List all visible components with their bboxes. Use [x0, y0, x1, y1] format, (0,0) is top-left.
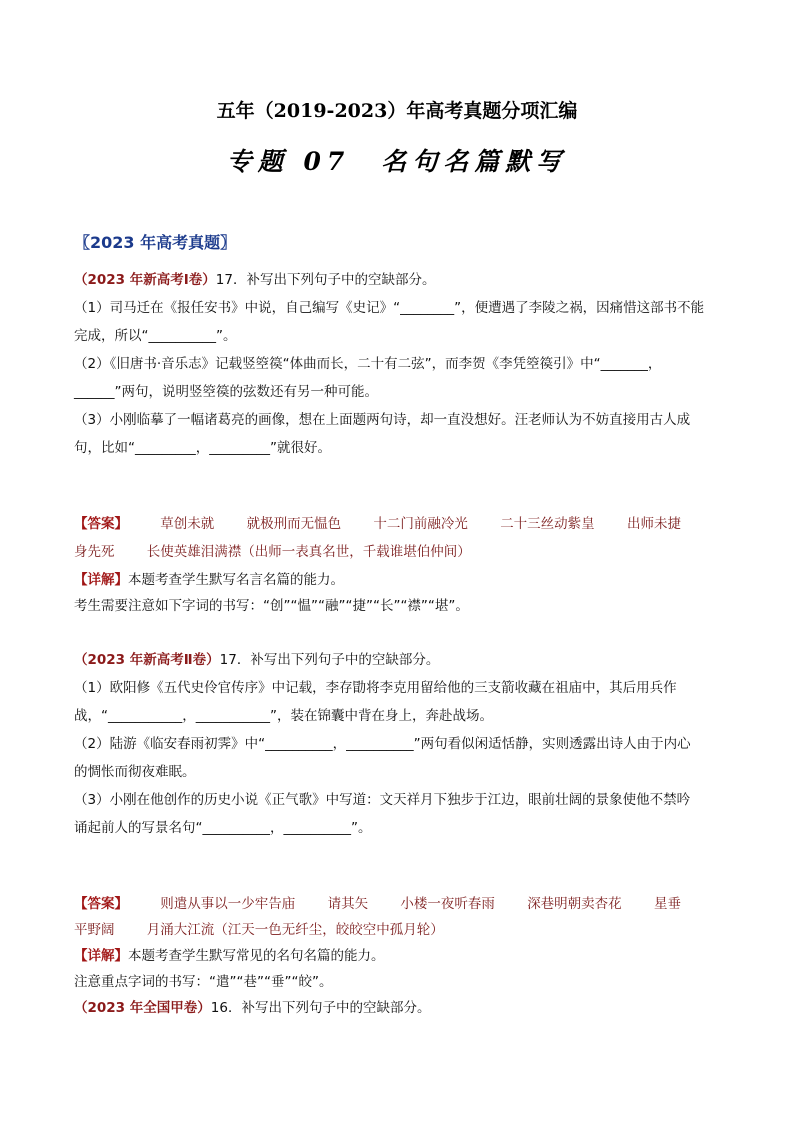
- answer-item: 请其矢: [327, 896, 369, 912]
- question-2-detail: [74, 944, 385, 964]
- question-3-header: [74, 996, 430, 1016]
- question-1-line: 完成，所以“__________”。: [74, 328, 237, 344]
- question-2-source: （2023 年新高考Ⅱ卷）: [74, 652, 220, 668]
- question-2-stem: 17．补写出下列句子中的空缺部分。: [219, 652, 440, 668]
- answer-item: 星垂: [653, 896, 681, 912]
- question-2-line: 的惆怅而彻夜难眠。: [74, 764, 196, 780]
- question-3-stem: 16．补写出下列句子中的空缺部分。: [210, 1000, 431, 1016]
- document-title: 五年（2019-2023）年高考真题分项汇编: [216, 100, 578, 122]
- answer-item: 则遣从事以一少牢告庙: [160, 896, 296, 912]
- question-2-line: （3）小刚在他创作的历史小说《正气歌》中写道：文天祥月下独步于江边，眼前壮阔的景象使他不禁吟: [74, 792, 691, 808]
- question-1-line: （1）司马迁在《报任安书》中说，自己编写《史记》“________”，便遭遇了李陵之祸，因痛惜这部书不能: [74, 300, 705, 316]
- topic-title: 专题 07 名句名篇默写: [226, 147, 568, 176]
- answer-item: 出师未捷: [626, 516, 681, 532]
- detail-text: 本题考查学生默写名言名篇的能力。: [128, 572, 344, 588]
- question-2-line: 战，“___________，___________”，装在锦囊中背在身上，奔赴战场。: [74, 708, 493, 724]
- answer-item: 十二门前融冷光: [373, 516, 468, 532]
- question-1-detail: [74, 568, 344, 588]
- question-2-answer-cont: [74, 918, 444, 938]
- question-2-line: （2）陆游《临安春雨初霁》中“__________，__________”两句看似闲适恬静，实则透露出诗人由于内心: [74, 736, 691, 752]
- question-1-stem: 17．补写出下列句子中的空缺部分。: [215, 272, 436, 288]
- question-2-note: 注意重点字词的书写：“遣”“巷”“垂”“皎”。: [74, 974, 333, 990]
- question-1-line: （3）小刚临摹了一幅诸葛亮的画像，想在上面题两句诗，却一直没想好。汪老师认为不妨直接用古人成: [74, 412, 691, 428]
- question-2-header: [74, 648, 439, 668]
- answer-item: 平野阔: [74, 922, 115, 938]
- detail-tag: 【详解】: [74, 572, 128, 588]
- question-2-line: （1）欧阳修《五代史伶官传序》中记载，李存勖将李克用留给他的三支箭收藏在祖庙中，其后用兵作: [74, 680, 677, 696]
- question-1-answer: [74, 512, 681, 532]
- question-1-line: ______”两句，说明竖箜篌的弦数还有另一种可能。: [74, 384, 378, 400]
- answer-item: 就极刑而无愠色: [246, 516, 342, 532]
- detail-tag: 【详解】: [74, 948, 128, 964]
- detail-text: 本题考查学生默写常见的名句名篇的能力。: [128, 948, 385, 964]
- question-1-answer-cont: [74, 540, 471, 560]
- question-3-source: （2023 年全国甲卷）: [74, 1000, 211, 1016]
- answer-item: 身先死: [74, 544, 115, 560]
- answer-item: 长使英雄泪满襟（出师一表真名世，千载谁堪伯仲间）: [146, 544, 471, 560]
- question-1-header: [74, 268, 435, 288]
- answer-item: 草创未就: [160, 516, 215, 532]
- question-1-source: （2023 年新高考Ⅰ卷）: [74, 272, 216, 288]
- answer-item: 二十三丝动紫皇: [500, 516, 595, 532]
- question-1-line: （2）《旧唐书·音乐志》记载竖箜篌“体曲而长，二十有二弦”，而李贺《李凭箜篌引》中“_______，: [74, 356, 662, 372]
- question-2-line: 诵起前人的写景名句“__________，__________”。: [74, 820, 372, 836]
- question-1-line: 句，比如“_________，_________”就很好。: [74, 440, 331, 456]
- section-label: 2023 年高考真题: [90, 233, 221, 252]
- answer-item: 小楼一夜听春雨: [400, 896, 495, 912]
- answer-item: 深巷明朝卖杏花: [527, 896, 622, 912]
- question-1-note: 考生需要注意如下字词的书写：“创”“愠”“融”“捷”“长”“襟”“堪”。: [74, 598, 469, 614]
- answer-tag: 【答案】: [74, 896, 128, 912]
- answer-item: 月涌大江流（江天一色无纤尘，皎皎空中孤月轮）: [146, 922, 444, 938]
- section-bracket-open: 〖: [74, 233, 91, 252]
- section-heading: [74, 230, 236, 253]
- section-bracket-close: 〗: [220, 233, 237, 252]
- question-2-answer: [74, 892, 681, 912]
- answer-tag: 【答案】: [74, 516, 128, 532]
